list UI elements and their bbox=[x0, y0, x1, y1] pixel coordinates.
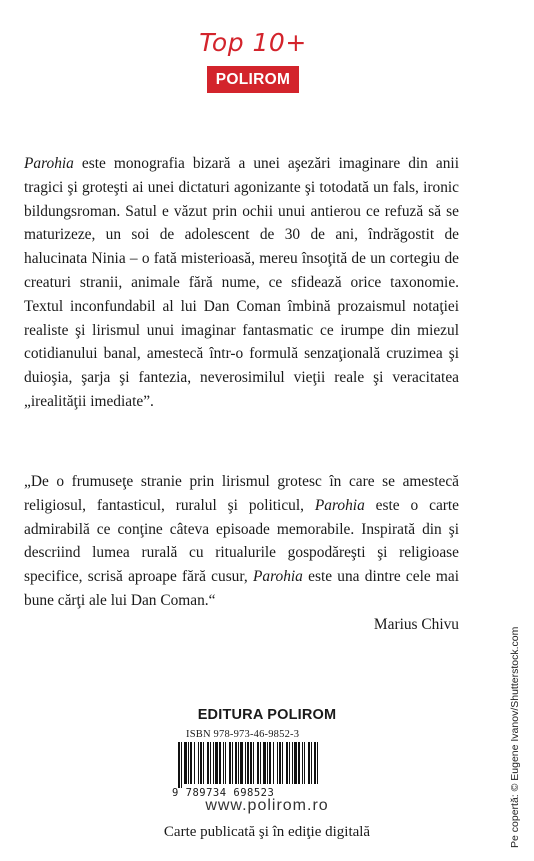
barcode-bar bbox=[240, 742, 243, 784]
publisher-name: EDITURA POLIROM bbox=[197, 707, 337, 723]
barcode-bar bbox=[286, 742, 288, 784]
barcode-bar bbox=[178, 742, 180, 788]
publisher-badge: POLIROM bbox=[207, 66, 299, 93]
barcode bbox=[172, 742, 322, 788]
barcode-bar bbox=[207, 742, 209, 784]
barcode-bar bbox=[229, 742, 231, 784]
blurb-text-run: este monografia bizară a unei aşezări imaginare din anii tragici şi groteşti ai unei dictaturi agonizante şi totodată un fals, ironic bildungsroman. Satul e văzut prin ochii unui antierou ce refuză să se maturizeze, un soi de adolescent de 30 de ani, îndrăgostit de halucinata Ninia – o fată misterioasă, mereu însoţită de un cortegiu de creaturi stranii, animale fără nume, ce sfidează orice taxonomie. Textul inconfundabil al lui Dan Coman îmbină prozaismul notaţiei realiste şi lirismul unui imaginar fantasmatic ce irumpe din miezul cotidianului banal, amestecă într-o formulă senzaţională cruzimea şi duioşia, şarja şi fantezia, neverosimilul vieţii reale şi veracitatea „irealităţii imediate”. bbox=[24, 155, 459, 410]
quote-author: Marius Chivu bbox=[373, 615, 459, 633]
barcode-bar bbox=[188, 742, 189, 784]
barcode-bar bbox=[235, 742, 237, 784]
barcode-bar bbox=[314, 742, 316, 784]
barcode-bar bbox=[282, 742, 283, 784]
digital-edition-note: Carte publicată şi în ediţie digitală bbox=[163, 824, 371, 840]
barcode-bar bbox=[277, 742, 278, 784]
barcode-bar bbox=[213, 742, 214, 784]
blurb-paragraph bbox=[24, 152, 459, 414]
barcode-bar bbox=[247, 742, 249, 784]
barcode-bar bbox=[308, 742, 310, 784]
barcode-bar bbox=[263, 742, 266, 784]
quote-paragraph bbox=[24, 470, 459, 613]
barcode-bar bbox=[250, 742, 252, 784]
barcode-bar bbox=[269, 742, 271, 784]
barcode-bar bbox=[253, 742, 254, 784]
isbn-number: ISBN 978-973-46-9852-3 bbox=[186, 729, 300, 740]
barcode-bar bbox=[317, 742, 318, 784]
barcode-bar bbox=[203, 742, 204, 784]
barcode-digits: 9 789734 698523 bbox=[172, 787, 275, 799]
barcode-bar bbox=[294, 742, 297, 784]
quote-text-run: este o carte admirabilă ce conţine câteva episoade memorabile. Inspirată din şi descriind lumea rurală cu ritualurile gospodăreşti şi religioase specifice, scrisă aproape fără cusur, bbox=[24, 496, 460, 586]
barcode-bar bbox=[225, 742, 226, 784]
barcode-bar bbox=[232, 742, 233, 784]
barcode-bar bbox=[184, 742, 187, 784]
barcode-bar bbox=[198, 742, 199, 784]
review-quote bbox=[24, 470, 459, 637]
barcode-bar bbox=[200, 742, 202, 784]
isbn-block bbox=[172, 729, 322, 799]
barcode-bar bbox=[311, 742, 312, 784]
book-blurb bbox=[24, 152, 459, 414]
barcode-bar bbox=[279, 742, 281, 784]
quote-text-run: Parohia bbox=[314, 496, 365, 514]
barcode-bar bbox=[219, 742, 221, 784]
barcode-bar bbox=[238, 742, 239, 784]
barcode-bar bbox=[302, 742, 303, 784]
quote-text-run: „De o frumuseţe stranie prin lirismul grotesc în care se amestecă religiosul, fantasticul, ruralul şi politicul, bbox=[24, 473, 459, 514]
barcode-bar bbox=[210, 742, 211, 784]
barcode-bar bbox=[181, 742, 182, 788]
barcode-bar bbox=[223, 742, 224, 784]
barcode-bar bbox=[194, 742, 195, 784]
barcode-bar bbox=[273, 742, 274, 784]
series-logo bbox=[178, 28, 328, 93]
barcode-bar bbox=[292, 742, 293, 784]
barcode-bar bbox=[245, 742, 246, 784]
publisher-website[interactable]: www.polirom.ro bbox=[205, 797, 329, 814]
barcode-bar bbox=[260, 742, 261, 784]
series-title: Top 10+ bbox=[199, 28, 307, 57]
barcode-bar bbox=[289, 742, 290, 784]
barcode-bar bbox=[298, 742, 300, 784]
barcode-bar bbox=[215, 742, 218, 784]
cover-photo-credit: Pe copertă: © Eugene Ivanov/Shutterstock.com bbox=[509, 626, 521, 848]
barcode-bar bbox=[190, 742, 192, 784]
barcode-bar bbox=[257, 742, 259, 784]
quote-text-run: Parohia bbox=[252, 568, 303, 586]
barcode-bar bbox=[304, 742, 305, 784]
blurb-text-run: Parohia bbox=[24, 155, 74, 172]
barcode-bar bbox=[267, 742, 268, 784]
quote-text-run: este una dintre cele mai bune cărţi ale lui Dan Coman.“ bbox=[24, 568, 459, 609]
